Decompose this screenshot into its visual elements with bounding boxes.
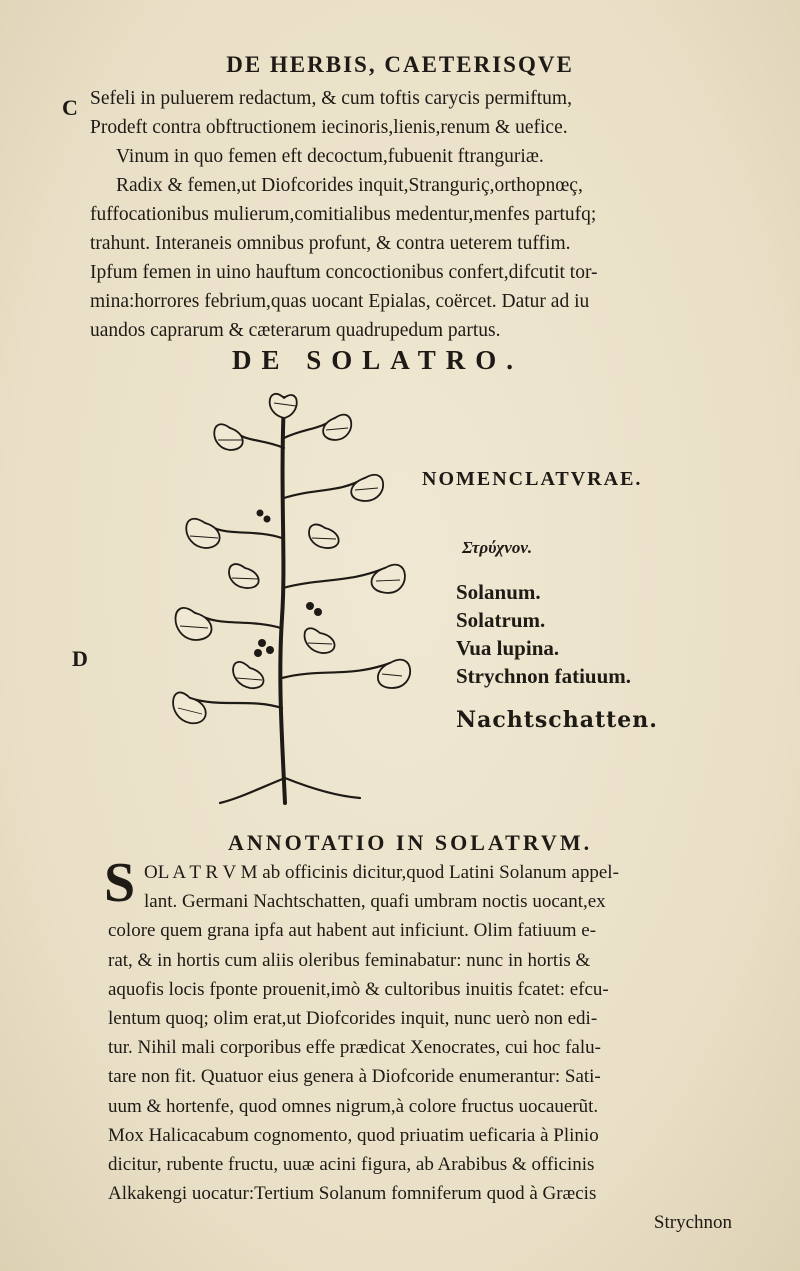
text-line: uandos caprarum & cæterarum quadrupedum partus.: [90, 320, 501, 341]
text-line: rat, & in hortis cum aliis oleribus feminabatur: nunc in hortis &: [108, 949, 591, 971]
catchword: Strychnon: [653, 1212, 732, 1234]
text-line: OL A T R V M ab officinis dicitur,quod Latini Solanum appel-: [144, 862, 619, 883]
text-line: tare non fit. Quatuor eius genera à Diofcoride enumerantur: Sati-: [108, 1066, 601, 1088]
text-line: trahunt. Interaneis omnibus profunt, & contra ueterem tuffim.: [90, 233, 571, 254]
text-line: Alkakengi uocatur:Tertium Solanum fomniferum quod à Græcis: [108, 1183, 597, 1205]
text-line: Mox Halicacabum cognomento, quod priuatim ueficaria à Plinio: [108, 1124, 599, 1146]
annotation-title: ANNOTATIO IN SOLATRVM.: [228, 830, 593, 855]
text-line: lentum quoq; olim erat,ut Diofcorides inquit, nunc uerò non edi-: [108, 1007, 598, 1029]
latin-names-list: [456, 578, 631, 690]
nightshade-woodcut-illustration: [150, 378, 420, 808]
latin-name: Vua lupina.: [456, 636, 560, 660]
text-line: mina:horrores febrium,quas uocant Epialas, coërcet. Datur ad iu: [90, 291, 590, 312]
annotation-paragraph: [108, 858, 738, 1237]
section-title: DE SOLATRO.: [232, 345, 524, 375]
top-paragraph: [90, 84, 718, 345]
nomenclature-title: NOMENCLATVRAE.: [422, 468, 643, 490]
text-line: Ipfum femen in uino hauftum concoctionibus confert,difcutit tor-: [90, 262, 598, 283]
latin-name: Solatrum.: [456, 608, 546, 632]
text-line: uum & hortenfe, quod omnes nigrum,à colore fructus uocauerũt.: [108, 1095, 599, 1117]
margin-letter-c: C: [62, 95, 78, 120]
text-line: lant. Germani Nachtschatten, quafi umbram noctis uocant,ex: [144, 891, 606, 913]
text-line: Prodeft contra obftructionem iecinoris,lienis,renum & uefice.: [90, 117, 568, 138]
greek-name: Στρύχνον.: [462, 538, 533, 557]
text-line: colore quem grana ipfa aut habent aut inficiunt. Olim fatiuum e-: [108, 920, 597, 942]
text-line: Radix & femen,ut Diofcorides inquit,Stranguriç,orthopnœç,: [116, 175, 583, 196]
running-head: DE HERBIS, CAETERISQVE: [226, 52, 574, 77]
margin-letter-d: D: [72, 646, 88, 671]
text-line: aquofis locis fponte prouenit,imò & cultoribus inuitis fcatet: efcu-: [108, 978, 609, 1000]
german-name: Nachtschatten.: [456, 707, 658, 733]
latin-name: Solanum.: [456, 580, 541, 604]
text-line: Vinum in quo femen eft decoctum,fubuenit ftranguriæ.: [116, 146, 544, 167]
text-line: Sefeli in puluerem redactum, & cum toftis carycis permiftum,: [90, 88, 572, 109]
text-line: fuffocationibus mulierum,comitialibus medentur,menfes partufq;: [90, 204, 597, 225]
latin-name: Strychnon fatiuum.: [456, 664, 632, 688]
drop-cap: S: [104, 852, 136, 914]
text-line: dicitur, rubente fructu, uuæ acini figura, ab Arabibus & officinis: [108, 1153, 595, 1175]
text-line: tur. Nihil mali corporibus effe prædicat Xenocrates, cui hoc falu-: [108, 1037, 601, 1059]
